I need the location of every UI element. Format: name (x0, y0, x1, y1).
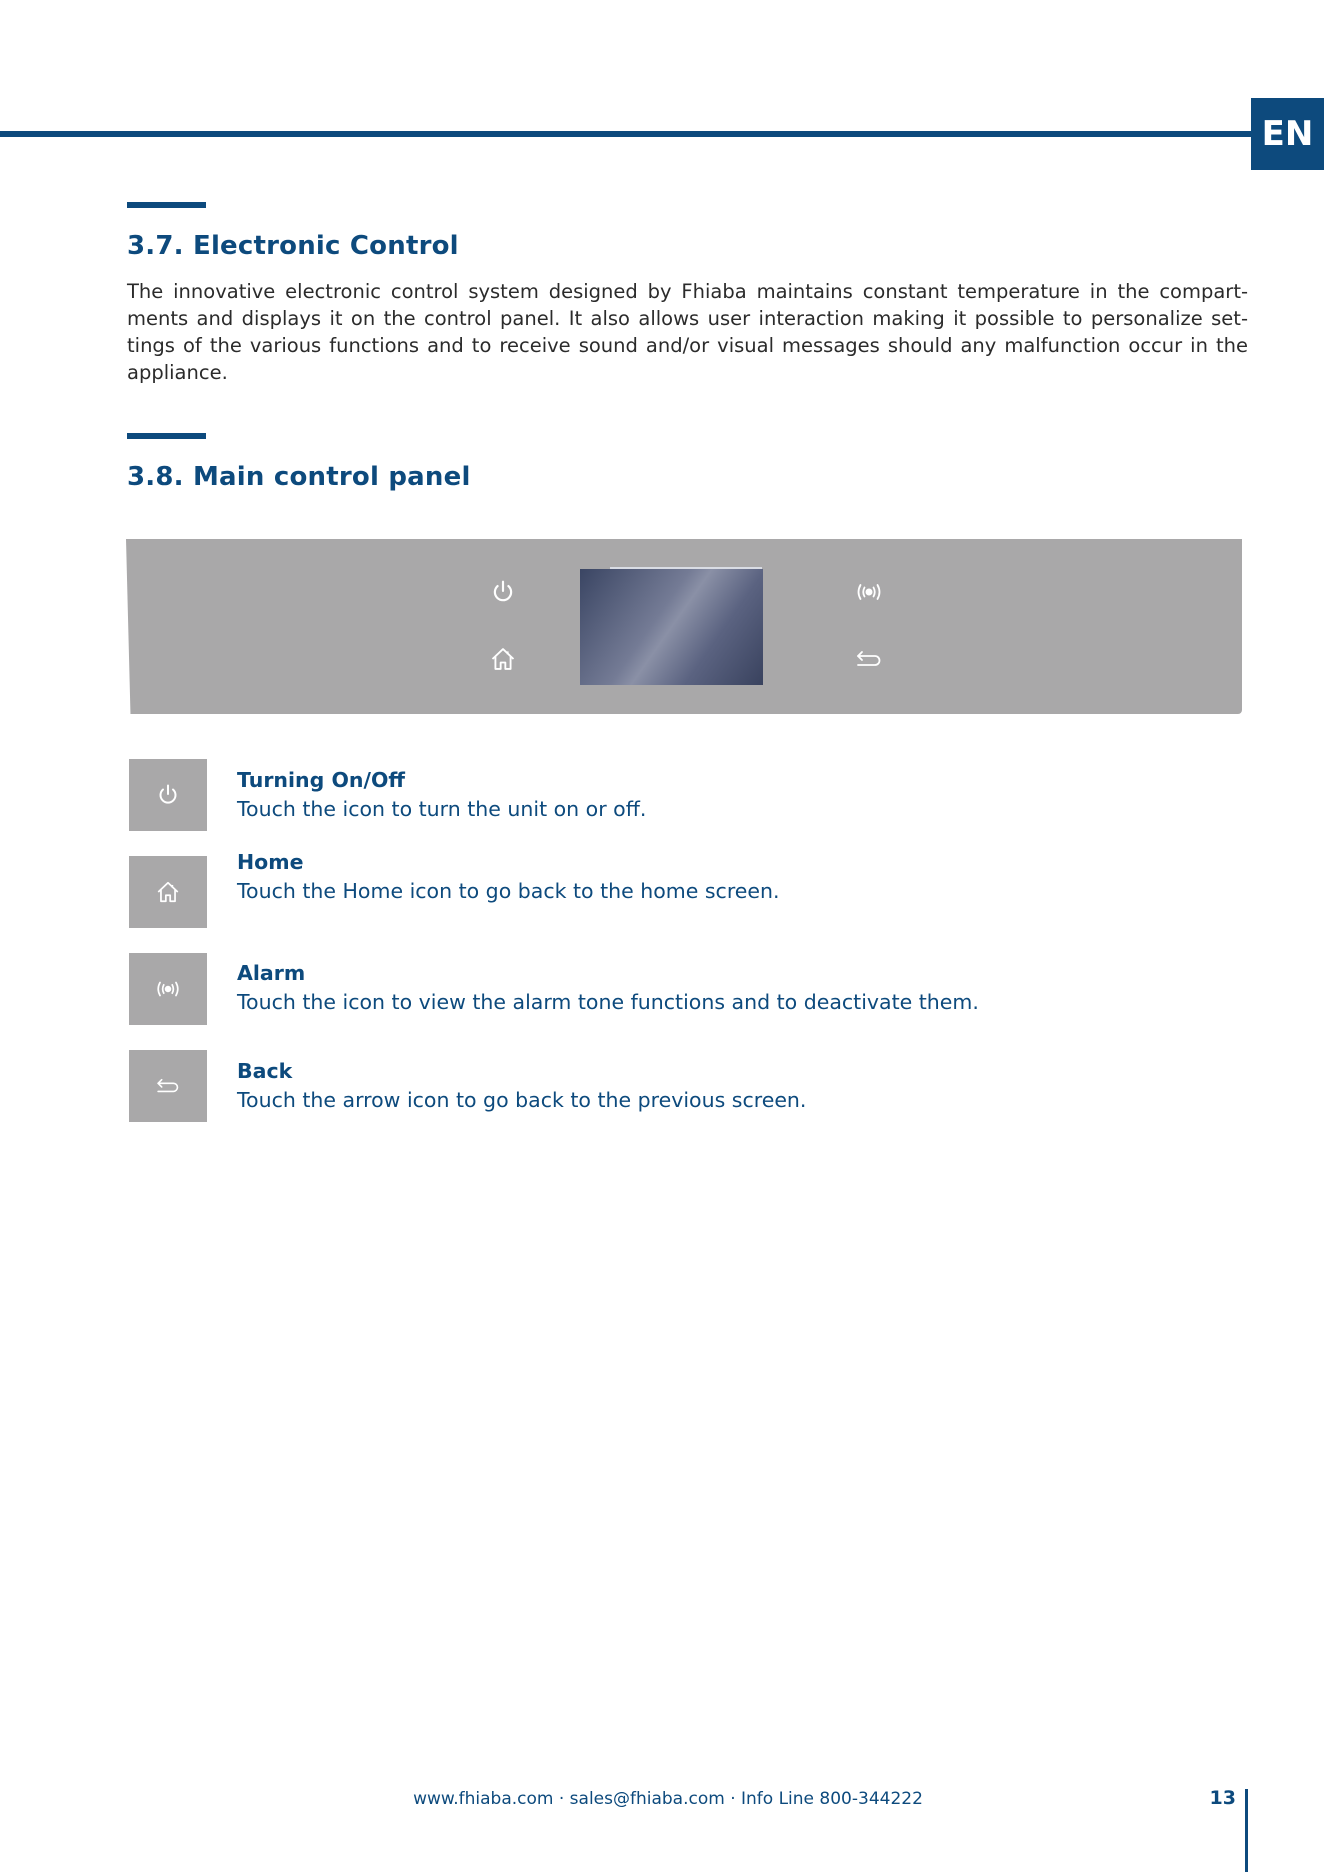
legend-icon-box (129, 856, 207, 928)
legend-description-home: Touch the Home icon to go back to the home screen. (237, 879, 780, 903)
page-number-rule (1245, 1789, 1248, 1872)
legend-title-home: Home (237, 850, 304, 874)
section-accent-bar (127, 202, 206, 208)
home-icon (155, 879, 181, 905)
back-arrow-icon[interactable] (849, 639, 889, 679)
language-tab: EN (1251, 98, 1324, 170)
section-title-electronic-control: 3.7. Electronic Control (127, 231, 459, 261)
page-number: 13 (1209, 1787, 1236, 1809)
section-title-main-control-panel: 3.8. Main control panel (127, 462, 471, 492)
alarm-icon (154, 979, 182, 999)
home-icon[interactable] (483, 639, 523, 679)
legend-title-back: Back (237, 1059, 293, 1083)
legend-title-power: Turning On/Off (237, 768, 406, 792)
legend-title-alarm: Alarm (237, 961, 306, 985)
back-arrow-icon (155, 1077, 181, 1095)
header-rule (0, 131, 1252, 137)
alarm-icon[interactable] (849, 572, 889, 612)
section-accent-bar (127, 433, 206, 439)
legend-icon-box (129, 953, 207, 1025)
control-panel-display (580, 569, 763, 685)
legend-description-alarm: Touch the icon to view the alarm tone functions and to deactivate them. (237, 990, 979, 1014)
section-body-text: The innovative electronic control system designed by Fhiaba maintains constant temperature in the compart-ments and displays it on the control panel. It also allows user interaction making it possible to personalize set-tings of the various functions and to receive sound and/or visual messages should any malfunction occur in the appliance. (127, 280, 1248, 384)
legend-description-back: Touch the arrow icon to go back to the previous screen. (237, 1088, 807, 1112)
legend-icon-box (129, 1050, 207, 1122)
footer-contact: www.fhiaba.com · sales@fhiaba.com · Info Line 800-344222 (413, 1789, 923, 1809)
power-icon (156, 783, 180, 807)
legend-description-power: Touch the icon to turn the unit on or off. (237, 797, 647, 821)
legend-icon-box (129, 759, 207, 831)
power-icon[interactable] (483, 572, 523, 612)
